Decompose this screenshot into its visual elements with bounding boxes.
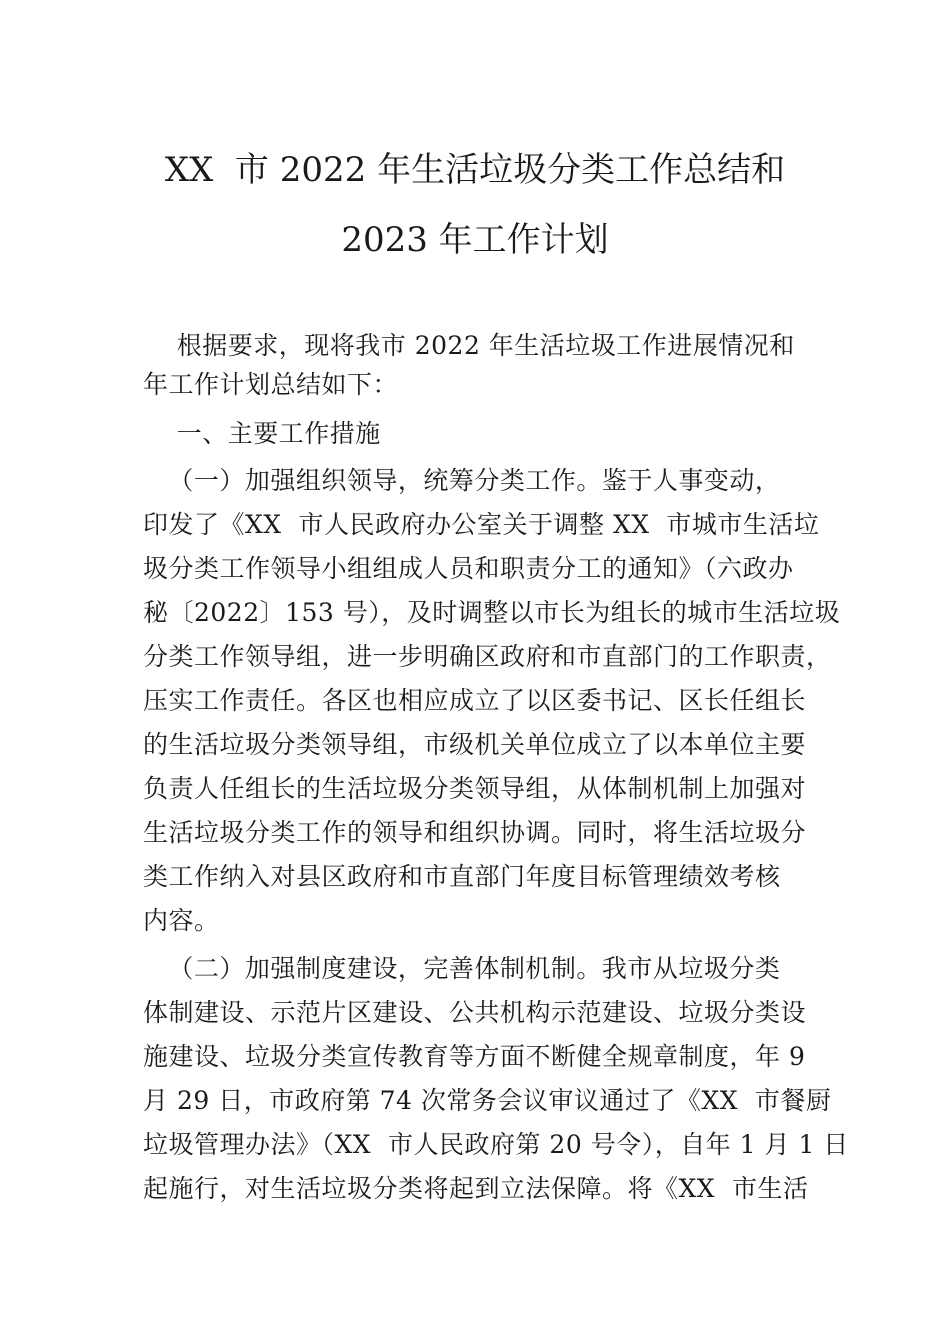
document-title-line-1: XX 市 2022 年生活垃圾分类工作总结和 — [164, 150, 786, 190]
body-line: 负责人任组长的生活垃圾分类领导组，从体制机制上加强对 — [143, 774, 807, 803]
body-line: （二）加强制度建设，完善体制机制。我市从垃圾分类 — [143, 954, 781, 983]
section-heading: 一、主要工作措施 — [143, 419, 381, 448]
body-line: 根据要求，现将我市 2022 年生活垃圾工作进展情况和 — [143, 331, 795, 360]
body-line: （一）加强组织领导，统筹分类工作。鉴于人事变动， — [143, 466, 781, 495]
body-line: 分类工作领导组，进一步明确区政府和市直部门的工作职责， — [143, 642, 832, 671]
body-line: 圾分类工作领导小组组成人员和职责分工的通知》（六政办 — [143, 554, 794, 583]
body-line: 的生活垃圾分类领导组，市级机关单位成立了以本单位主要 — [143, 730, 807, 759]
body-line: 垃圾管理办法》（XX 市人民政府第 20 号令），自年 1 月 1 日 — [143, 1130, 849, 1159]
body-line: 体制建设、示范片区建设、公共机构示范建设、垃圾分类设 — [143, 998, 807, 1027]
body-line: 类工作纳入对县区政府和市直部门年度目标管理绩效考核 — [143, 862, 781, 891]
body-line: 施建设、垃圾分类宣传教育等方面不断健全规章制度，年 9 — [143, 1042, 806, 1071]
body-line: 起施行，对生活垃圾分类将起到立法保障。将《XX 市生活 — [143, 1174, 809, 1203]
body-line: 秘〔2022〕153 号），及时调整以市长为组长的城市生活垃圾 — [143, 598, 841, 627]
body-line: 生活垃圾分类工作的领导和组织协调。同时，将生活垃圾分 — [143, 818, 807, 847]
body-line: 月 29 日，市政府第 74 次常务会议审议通过了《XX 市餐厨 — [143, 1086, 832, 1115]
body-line: 年工作计划总结如下： — [143, 370, 399, 399]
body-line: 压实工作责任。各区也相应成立了以区委书记、区长任组长 — [143, 686, 807, 715]
document-title-line-2: 2023 年工作计划 — [341, 220, 609, 260]
body-line: 内容。 — [143, 906, 220, 935]
body-line: 印发了《XX 市人民政府办公室关于调整 XX 市城市生活垃 — [143, 510, 820, 539]
